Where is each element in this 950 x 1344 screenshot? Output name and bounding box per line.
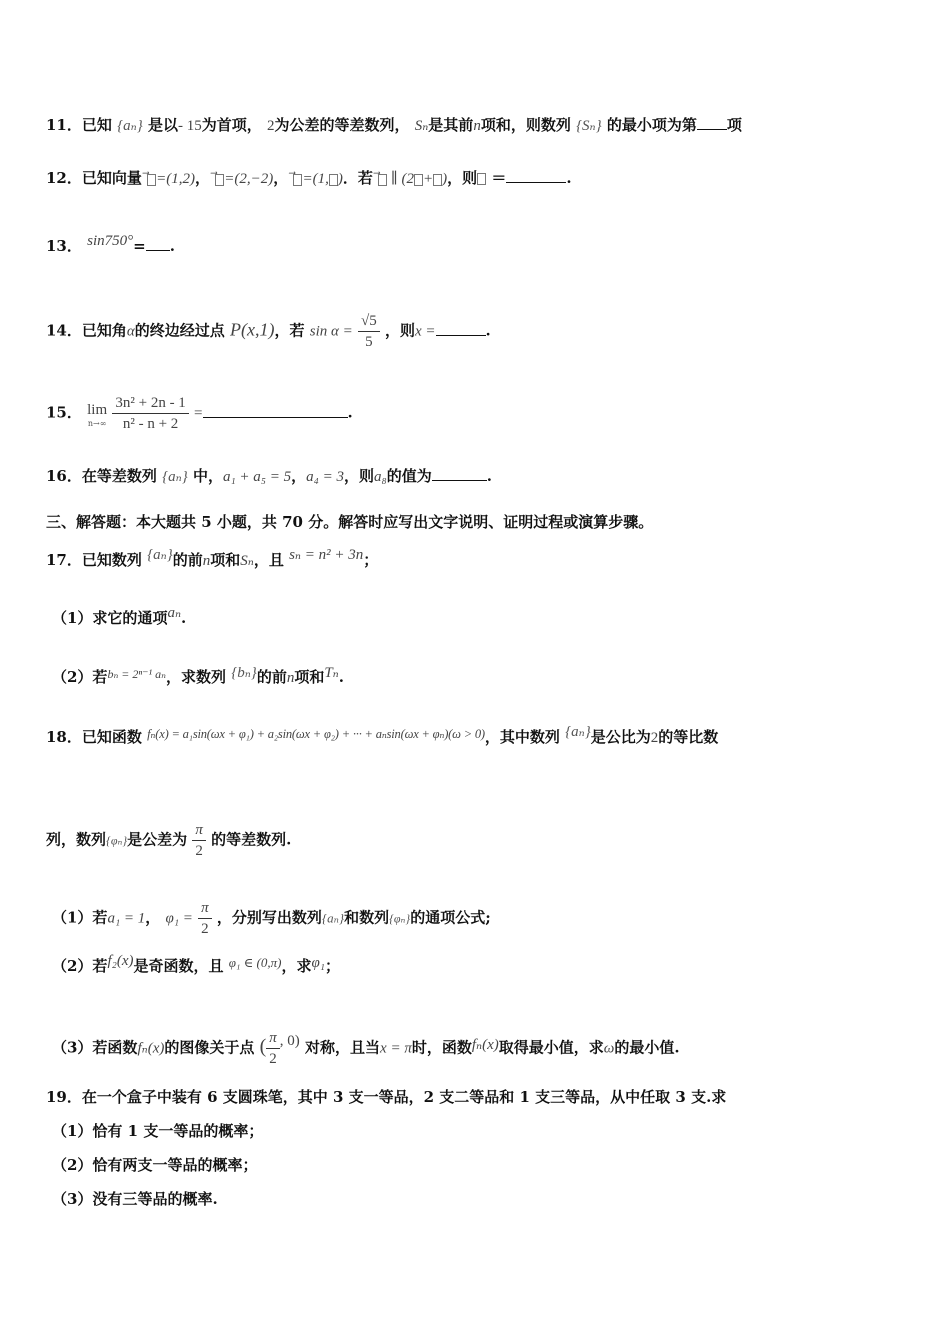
fraction-pi-over-2: $\frac{\pi}{2}$ xyxy=(192,820,206,861)
sequence-an: {aₙ} xyxy=(117,118,143,134)
section-heading: 三、解答题：本大题共 5 小题，共 70 分。解答时应写出文字说明、证明过程或演算步骤。 xyxy=(46,513,654,531)
missing-glyph-box xyxy=(147,174,156,186)
point-p: P(x,1) xyxy=(230,319,275,340)
question-18-part-1: （1）若a₁ = 1， φ₁ = $\frac{\pi}{2}$ ，分别写出数列{aₙ}和数列{φₙ}的通项公式; xyxy=(52,900,491,937)
question-12: 12．已知向量 =(1,2)， =(2,−2)， =(1, )．若 ∥ (2 + )，则 ＝ . xyxy=(46,169,572,187)
parallel-condition: ∥ (2 + ) xyxy=(378,171,447,187)
question-13: 13． sin750°= . xyxy=(46,233,175,255)
question-18-part-3: （3）若函数fₙ(x)的图像关于点 ( $\frac{\pi}{2}$ , 0) 对称，且当x = π时，函数fₙ(x)取得最小值，求ω的最小值. xyxy=(52,1030,680,1067)
question-19: 19．在一个盒子中装有 6 支圆珠笔，其中 3 支一等品，2 支二等品和 1 支三等品，从中任取 3 支.求 xyxy=(46,1088,727,1106)
answer-blank xyxy=(146,236,170,251)
question-19-part-2: （2）恰有两支一等品的概率； xyxy=(52,1156,258,1174)
question-17-part-2: （2）若$^{b_n = 2^{n-1} a_n}$，求数列 {bₙ}的前n项和Tₙ. xyxy=(52,665,344,686)
question-16: 16．在等差数列 {aₙ} 中，a₁ + a₅ = 5，a₄ = 3，则a₈的值为 . xyxy=(46,467,492,485)
fraction-pi-over-2: $\frac{\pi}{2}$ xyxy=(198,898,212,939)
question-18-part-2: （2）若f₂(x)是奇函数，且 φ₁ ∈ (0,π)，求φ₁； xyxy=(52,953,341,975)
sum-sn: Sₙ xyxy=(414,118,429,134)
limit-fraction: $\frac{\text{3n² + 2n - 1}}{\text{n² - n + 2}}$ xyxy=(112,393,188,434)
question-15: 15． lim n→∞ $\frac{\text{3n² + 2n - 1}}{\text{n² - n + 2}}$ = . xyxy=(46,395,353,432)
missing-glyph-box xyxy=(329,174,338,186)
answer-blank xyxy=(203,403,348,418)
answer-blank xyxy=(436,321,486,336)
sequence-sn: {Sₙ} xyxy=(576,118,602,134)
missing-glyph-box xyxy=(477,173,486,185)
sin-expression: sin750° xyxy=(87,233,134,249)
limit-operator: lim n→∞ xyxy=(87,402,108,428)
question-18: 18．已知函数 $^{f_n(x) = a_1sin(\omega x + \varphi_1) + a_2sin(\omega x + \varphi_2) + \cdot\cdot\cdot + a_nsin(\omega x + \varphi_n)(\omega > 0)}$，其中数列 {aₙ}是公比为2的等比数 xyxy=(46,724,719,746)
question-18-line-2: 列，数列{φₙ}是公差为 $\frac{\pi}{2}$ 的等差数列. xyxy=(46,822,292,859)
question-14: 14．已知角α的终边经过点 P(x,1)，若 sin α = $\frac{√5}{5}$ ，则x = . xyxy=(46,313,491,350)
missing-glyph-box xyxy=(414,174,423,186)
question-19-part-1: （1）恰有 1 支一等品的概率； xyxy=(52,1122,264,1140)
fraction-pi-over-2: $\frac{\pi}{2}$ xyxy=(266,1028,280,1069)
question-17-part-1: （1）求它的通项aₙ. xyxy=(52,605,187,627)
answer-blank xyxy=(697,115,727,130)
missing-glyph-box xyxy=(215,174,224,186)
question-17: 17．已知数列 {aₙ}的前n项和Sₙ，且 sₙ = n² + 3n； xyxy=(46,547,379,569)
answer-blank xyxy=(506,168,566,183)
missing-glyph-box xyxy=(378,174,387,186)
vector-b: =(2,−2) xyxy=(215,171,273,187)
vector-a: =(1,2) xyxy=(147,171,195,187)
fn-definition: fₙ(x) = a₁sin(ωx + φ₁) + a₂sin(ωx + φ₂) + ··· + aₙsin(ωx + φₙ)(ω > 0) xyxy=(147,727,485,741)
question-19-part-3: （3）没有三等品的概率. xyxy=(52,1190,218,1208)
sn-formula: sₙ = n² + 3n xyxy=(289,547,364,563)
vector-c: =(1, ) xyxy=(293,171,342,187)
missing-glyph-box xyxy=(433,174,442,186)
fraction-sqrt5-over-5: $\frac{√5}{5}$ xyxy=(358,311,380,352)
question-11: 11．已知 {aₙ} 是以- 15为首项， 2为公差的等差数列， Sₙ是其前n项和，则数列 {Sₙ} 的最小项为第 项 xyxy=(46,116,742,134)
answer-blank xyxy=(432,466,487,481)
